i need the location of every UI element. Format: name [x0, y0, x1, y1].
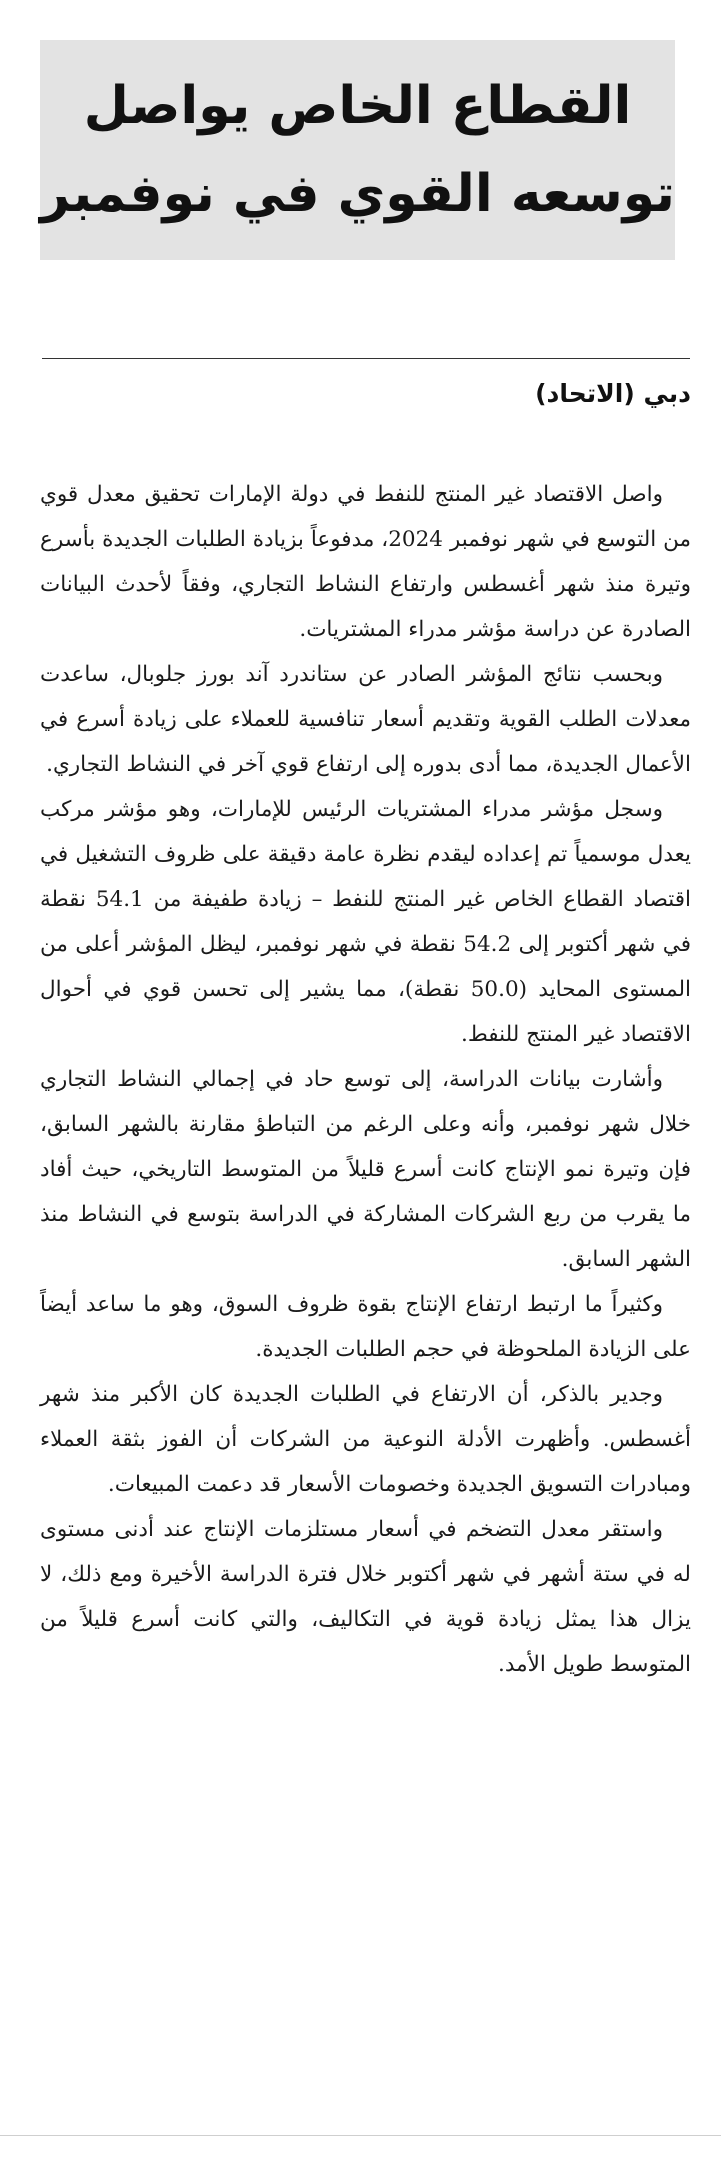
article-paragraph: وبحسب نتائج المؤشر الصادر عن ستاندرد آند بورز جلوبال، ساعدت معدلات الطلب القوية وتقديم أسعار تنافسية للعملاء على زيادة أسرع في الأعمال الجديدة، مما أدى بدوره إلى ارتفاع قوي آخر في النشاط التجاري. — [40, 662, 691, 777]
dateline: دبي (الاتحاد) — [535, 379, 691, 408]
divider — [42, 358, 690, 359]
headline-line-2: توسعه القوي في نوفمبر — [40, 164, 675, 224]
article-paragraph: وسجل مؤشر مدراء المشتريات الرئيس للإمارات، وهو مؤشر مركب يعدل موسمياً تم إعداده ليقدم نظرة عامة دقيقة على ظروف التشغيل في اقتصاد القطاع الخاص غير المنتج للنفط – زيادة طفيفة من 54.1 نقطة في شهر أكتوبر إلى 54.2 نقطة في شهر نوفمبر، ليظل المؤشر أعلى من المستوى المحايد (50.0 نقطة)، مما يشير إلى تحسن قوي في أحوال الاقتصاد غير المنتج للنفط. — [40, 797, 692, 1047]
article-paragraph: واصل الاقتصاد غير المنتج للنفط في دولة الإمارات تحقيق معدل قوي من التوسع في شهر نوفمبر 2024، مدفوعاً بزيادة الطلبات الجديدة بأسرع وتيرة منذ شهر أغسطس وارتفاع النشاط التجاري، وفقاً لأحدث البيانات الصادرة عن دراسة مؤشر مدراء المشتريات. — [40, 482, 691, 642]
bottom-divider — [0, 2135, 721, 2136]
headline-box — [40, 40, 675, 260]
article-paragraph: وأشارت بيانات الدراسة، إلى توسع حاد في إجمالي النشاط التجاري خلال شهر نوفمبر، وأنه وعلى الرغم من التباطؤ مقارنة بالشهر السابق، فإن وتيرة نمو الإنتاج كانت أسرع قليلاً من المتوسط التاريخي، حيث أفاد ما يقرب من ربع الشركات المشاركة في الدراسة بتوسع في النشاط منذ الشهر السابق. — [40, 1067, 691, 1272]
article-paragraph: واستقر معدل التضخم في أسعار مستلزمات الإنتاج عند أدنى مستوى له في ستة أشهر في شهر أكتوبر خلال فترة الدراسة الأخيرة ومع ذلك، لا يزال هذا يمثل زيادة قوية في التكاليف، والتي كانت أسرع قليلاً من المتوسط طويل الأمد. — [40, 1517, 691, 1677]
article-body — [40, 472, 691, 1687]
article-paragraph: وكثيراً ما ارتبط ارتفاع الإنتاج بقوة ظروف السوق، وهو ما ساعد أيضاً على الزيادة الملحوظة في حجم الطلبات الجديدة. — [40, 1292, 691, 1362]
article-paragraph: وجدير بالذكر، أن الارتفاع في الطلبات الجديدة كان الأكبر منذ شهر أغسطس. وأظهرت الأدلة النوعية من الشركات أن الفوز بثقة العملاء ومبادرات التسويق الجديدة وخصومات الأسعار قد دعمت المبيعات. — [40, 1382, 691, 1497]
headline-line-1: القطاع الخاص يواصل — [83, 76, 632, 136]
